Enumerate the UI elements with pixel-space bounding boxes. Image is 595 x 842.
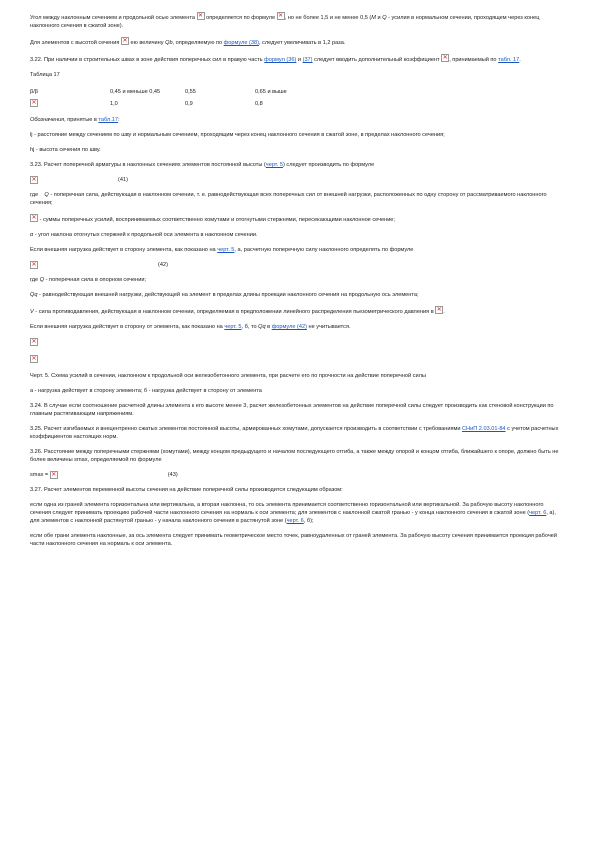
table-cell: 0,65 и выше — [255, 89, 287, 95]
text: - равнодействующая внешней нагрузки, действующей на элемент в пределах длины проекции наклонного сечения на продольную ось элемента; — [37, 292, 419, 298]
broken-image-icon — [441, 54, 449, 62]
text: с учетом расчетных коэффициентов настоящих норм. — [30, 426, 559, 440]
text: , но не более 1,5 и не менее 0,5 ( — [284, 15, 372, 21]
para-3-22 — [30, 54, 565, 64]
para-qq — [30, 291, 565, 299]
equation-number: (43) — [167, 472, 178, 478]
text: ) следует производить по формуле — [282, 162, 375, 168]
symbol: M — [371, 15, 376, 21]
broken-image-icon — [435, 306, 443, 314]
symbol: Q — [39, 277, 45, 283]
text: , принимаемый по — [449, 57, 499, 63]
notation — [30, 116, 565, 124]
text: - сила противодавления, действующая в наклонном сечении, определяемая в предположении линейного распределения пьезометрического давления в — [33, 309, 434, 315]
para-load-away — [30, 323, 565, 331]
para-support-q — [30, 276, 565, 284]
text: ею величину — [130, 40, 166, 46]
text: Для элементов с высотой сечения — [30, 40, 120, 46]
text: Если внешняя нагрузка действует в сторону от элемента, как показано на — [30, 324, 225, 330]
symbol: V — [30, 309, 34, 315]
formula-42 — [30, 261, 565, 269]
para-alpha — [30, 231, 565, 239]
formula-43 — [30, 471, 565, 479]
table-row — [30, 98, 290, 110]
para-load-toward — [30, 246, 565, 254]
text: Обозначения — [30, 117, 65, 123]
text: , б, то — [241, 324, 259, 330]
equation-number: (41) — [118, 177, 128, 183]
text: , следует увеличивать в 1,2 раза. — [258, 40, 346, 46]
table-17-link[interactable]: табл. 17 — [498, 57, 520, 63]
formula-41 — [30, 176, 565, 184]
broken-image-icon — [30, 355, 38, 363]
text: Угол между наклонным сечением и продольной осью элемента — [30, 15, 195, 21]
text: , а, расчетную поперечную силу наклонного определять по формуле — [234, 247, 414, 253]
table-cell: 0,45 и меньше 0,45 — [110, 89, 161, 95]
snip-link[interactable]: СНиП 2.03.01-84 — [462, 426, 506, 432]
para-where-q — [30, 191, 565, 207]
text: 3.22. При наличии в строительных швах в зоне действия поперечных сил в правую часть — [30, 57, 265, 63]
figure-6-link[interactable]: черт. 6 — [286, 518, 304, 524]
broken-image-icon — [30, 338, 38, 346]
figure-image — [30, 355, 565, 365]
definition-lj: lj - расстояние между сечением по шву и нормальным сечением, проходящим через конец наклонного сечения в сжатой зоне, в пределах наклонного сечения; — [30, 132, 445, 138]
text: Если внешняя нагрузка действует в сторону элемента, как показано на — [30, 247, 218, 253]
equation-lhs: smax = — [30, 472, 49, 478]
para-angle-definition — [30, 12, 565, 30]
table-17 — [30, 86, 290, 110]
symbol: Qq — [258, 324, 266, 330]
broken-image-icon — [197, 12, 205, 20]
para-3-25 — [30, 425, 565, 441]
text: , принятые в — [64, 117, 99, 123]
text: 3.25. Расчет изгибаемых и внецентренно сжатых элементов постоянной высоты, армированных хомутами, допускается производить в соответствии с требованиями — [30, 426, 463, 432]
table-cell: 1,0 — [110, 101, 118, 107]
broken-image-icon — [30, 176, 38, 184]
broken-image-icon — [30, 214, 38, 222]
text: - суммы поперечных усилий, воспринимаемых соответственно хомутами и отогнутыми стержнями, пересекающими наклонное сечение; — [39, 217, 395, 223]
para-v — [30, 306, 565, 316]
formula-37-link[interactable]: (37) — [302, 57, 313, 63]
table-cell: 0,9 — [185, 101, 193, 107]
broken-image-icon — [121, 37, 129, 45]
text: в — [265, 324, 272, 330]
text: если одна из граней элемента горизонтальна или вертикальна, а вторая наклонна, то ось элемента принимается соответственно горизонтальной или вертикальной. За рабочую высоту наклонного сечения следует принимать проекцию рабочей части наклонного сечения на нормаль к оси элемента; для элементов с наклонной сжатой гранью - у конца наклонного сечения в сжатой зоне ( — [30, 502, 544, 516]
table-caption: Таблица 17 — [30, 72, 60, 78]
text: - усилия в нормальном сечении, проходящем через конец наклонного сечения в сжатой зоне). — [30, 15, 540, 29]
table-cell: 0,8 — [255, 101, 263, 107]
text: - поперечная сила в опорном сечении; — [44, 277, 147, 283]
broken-image-icon — [50, 471, 58, 479]
text: : — [118, 117, 120, 123]
figure-image — [30, 338, 565, 348]
symbol: Qb — [165, 40, 173, 46]
document-page — [30, 12, 565, 555]
text: . — [519, 57, 521, 63]
para-3-23 — [30, 161, 565, 169]
figure-5-link[interactable]: черт. 5 — [265, 162, 283, 168]
text: 3.23. Расчет поперечной арматуры в наклонных сечениях элементов постоянной высоты ( — [30, 162, 266, 168]
table-cell — [30, 99, 110, 109]
text: определяется по формуле — [206, 15, 276, 21]
symbol: Qq — [30, 292, 38, 298]
table-cell: 0,55 — [185, 89, 196, 95]
table-17-link[interactable]: табл.17 — [98, 117, 119, 123]
figure-5-link[interactable]: черт. 5 — [224, 324, 242, 330]
text: . — [443, 309, 445, 315]
figure-5-caption: Черт. 5. Схема усилий в сечении, наклонном к продольной оси железобетонного элемента, при расчете его по прочности на действие поперечной силы — [30, 373, 426, 379]
text: , а), для элементов с наклонной растянутой гранью - у начала наклонного сечения в растянутой зоне ( — [30, 510, 556, 524]
text: , определяемую по — [172, 40, 224, 46]
para-sums — [30, 214, 565, 224]
formula-36-link[interactable]: формул (36) — [264, 57, 297, 63]
symbol: Q — [382, 15, 387, 21]
broken-image-icon — [30, 261, 38, 269]
figure-6-link[interactable]: черт. 6 — [529, 510, 547, 516]
text: где — [30, 277, 40, 283]
formula-42-link[interactable]: формуле (42) — [271, 324, 307, 330]
text: и — [296, 57, 303, 63]
figure-5-legend: а - нагрузка действует в сторону элемента; б - нагрузка действует в сторону от элемента — [30, 388, 262, 394]
table-row — [30, 86, 290, 98]
equation-number: (42) — [158, 262, 168, 268]
broken-image-icon — [30, 99, 38, 107]
para-3-27: 3.27. Расчет элементов переменной высоты сечения на действие поперечной силы производится следующим образом: — [30, 487, 343, 493]
text: - угол наклона отогнутых стержней к продольной оси элемента в наклонном сечении. — [33, 232, 258, 238]
para-both-inclined: если обе грани элемента наклонные, за ось элемента следует принимать геометрическое место точек, равноудаленных от граней элемента. За рабочую высоту сечения принимается проекция рабочей части наклонного сечения на нормаль к оси элемента. — [30, 533, 557, 547]
broken-image-icon — [277, 12, 285, 20]
symbol: Q — [44, 192, 49, 198]
table-cell: β/β — [30, 89, 38, 95]
para-height-section — [30, 37, 565, 47]
text: , б); — [303, 518, 314, 524]
text: и — [375, 15, 383, 21]
text: - поперечная сила, действующая в наклонном сечении, т. е. равнодействующая всех поперечных сил от внешней нагрузки, расположенных по одну сторону от рассматриваемого наклонного сечения; — [30, 192, 547, 206]
text: не учитывается. — [306, 324, 351, 330]
para-variable-height — [30, 501, 565, 525]
symbol: α — [30, 232, 34, 238]
figure-5-link[interactable]: черт. 5 — [217, 247, 235, 253]
formula-38-link[interactable]: формуле (38) — [223, 40, 259, 46]
text: следует вводить дополнительный коэффициент — [312, 57, 440, 63]
para-3-24: 3.24. В случае если соотношение расчетной длины элемента к его высоте менее 3, расчет железобетонных элементов на действие поперечной силы следует производить как стеновой конструкции по главным растягивающим напряжениям. — [30, 403, 554, 417]
definition-hj: hj - высота сечения по шву. — [30, 147, 101, 153]
text: где — [30, 192, 39, 198]
para-3-26: 3.26. Расстояние между поперечными стержнями (хомутами), между концом предыдущего и началом последующего отгиба, а также между опорой и концом отгиба, ближайшего к опоре, должно быть не более величины smax, определяемой по формуле — [30, 449, 559, 463]
